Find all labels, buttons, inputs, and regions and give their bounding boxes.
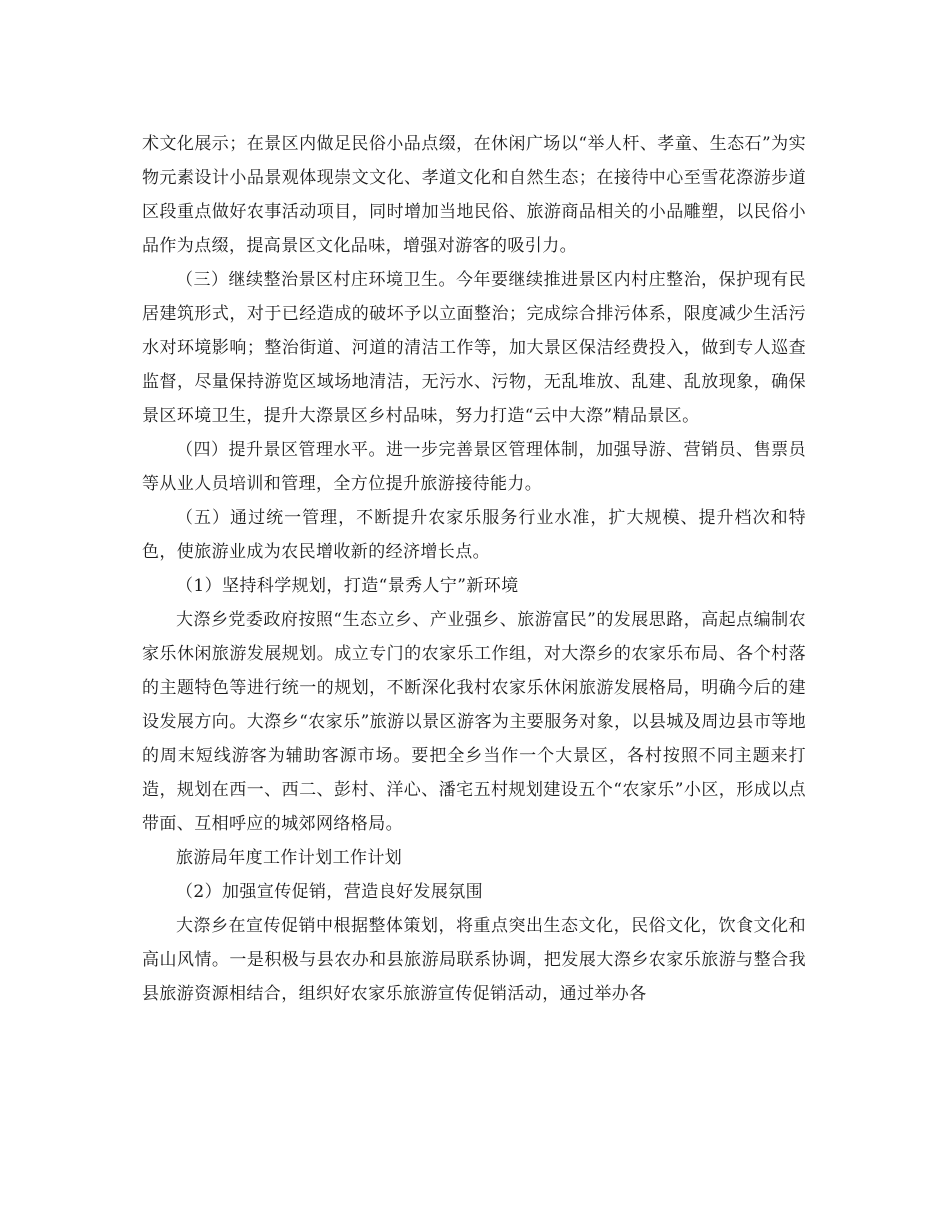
paragraph-section-3: （三）继续整治景区村庄环境卫生。今年要继续推进景区内村庄整治，保护现有民居建筑形式，对于已经造成的破坏予以立面整治；完成综合排污体系，限度减少生活污水对环境影响；整治街道、河道的清洁工作等，加大景区保洁经费投入，做到专人巡查监督，尽量保持游览区域场地清洁，无污水、污物，无乱堆放、乱建、乱放现象，确保景区环境卫生，提升大漈景区乡村品味，努力打造“云中大漈”精品景区。 <box>142 270 806 426</box>
subheading-2: （2）加强宣传促销，营造良好发展氛围 <box>176 882 484 902</box>
paragraph-planning: 大漈乡党委政府按照“生态立乡、产业强乡、旅游富民”的发展思路，高起点编制农家乐休闲旅游发展规划。成立专门的农家乐工作组，对大漈乡的农家乐布局、各个村落的主题特色等进行统一的规划，不断深化我村农家乐休闲旅游发展格局，明确今后的建设发展方向。大漈乡“农家乐”旅游以景区游客为主要服务对象，以县城及周边县市等地的周末短线游客为辅助客源市场。要把全乡当作一个大景区，各村按照不同主题来打造，规划在西一、西二、彭村、洋心、潘宅五村规划建设五个“农家乐”小区，形成以点带面、互相呼应的城郊网络格局。 <box>142 610 806 834</box>
paragraph-section-4: （四）提升景区管理水平。进一步完善景区管理体制，加强导游、营销员、售票员等从业人员培训和管理，全方位提升旅游接待能力。 <box>142 440 806 494</box>
subheading-1: （1）坚持科学规划，打造“景秀人宁”新环境 <box>176 576 519 596</box>
paragraph-section-5: （五）通过统一管理，不断提升农家乐服务行业水准，扩大规模、提升档次和特色，使旅游业成为农民增收新的经济增长点。 <box>142 508 806 562</box>
paragraph-continuation: 术文化展示；在景区内做足民俗小品点缀，在休闲广场以“举人杆、孝童、生态石”为实物元素设计小品景观体现崇文文化、孝道文化和自然生态；在接待中心至雪花漈游步道区段重点做好农事活动项目，同时增加当地民俗、旅游商品相关的小品雕塑，以民俗小品作为点缀，提高景区文化品味，增强对游客的吸引力。 <box>142 134 806 256</box>
document-body <box>142 127 806 1011</box>
paragraph-promotion: 大漈乡在宣传促销中根据整体策划，将重点突出生态文化，民俗文化，饮食文化和高山风情。一是积极与县农办和县旅游局联系协调，把发展大漈乡农家乐旅游与整合我县旅游资源相结合，组织好农家乐旅游宣传促销活动，通过举办各 <box>142 916 806 1004</box>
interstitial-title: 旅游局年度工作计划工作计划 <box>176 848 403 868</box>
